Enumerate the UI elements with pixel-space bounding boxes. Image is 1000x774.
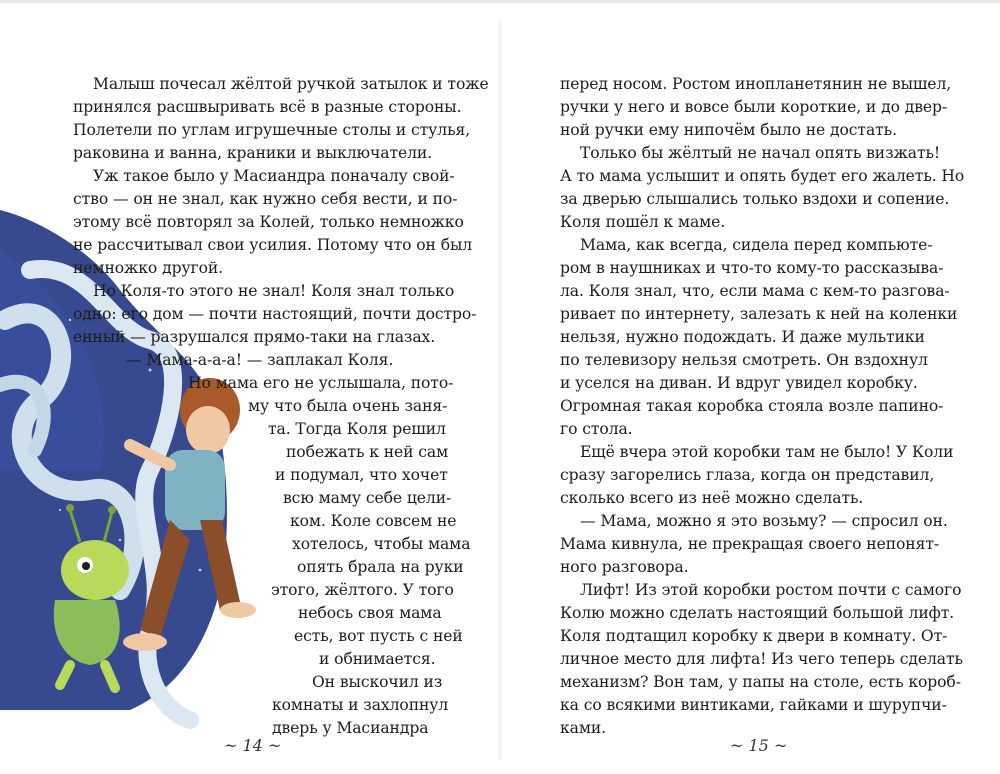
- text-line: опять брала на руки: [297, 558, 464, 576]
- text-line: ками.: [560, 719, 607, 737]
- text-line: личное место для лифта! Из чего теперь сделать: [560, 650, 963, 668]
- text-line: хотелось, чтобы мама: [292, 535, 471, 553]
- text-line: — Мама-а-а-а! — заплакал Коля.: [126, 351, 394, 369]
- text-line: и подумал, что хочет: [275, 466, 448, 484]
- text-line: ручки у него и вовсе были короткие, и до двер-: [560, 98, 948, 116]
- text-line: сразу загорелись глаза, когда он представил,: [560, 466, 935, 484]
- text-line: этого, жёлтого. У того: [271, 581, 454, 599]
- text-line: побежать к ней сам: [286, 443, 449, 461]
- text-line: комнаты и захлопнул: [272, 696, 449, 714]
- text-line: Коля подтащил коробку к двери в комнату. От-: [560, 627, 948, 645]
- text-line: сколько всего из неё можно сделать.: [560, 489, 864, 507]
- text-line: ной ручки ему нипочём было не достать.: [560, 121, 897, 139]
- text-line: му что была очень заня-: [248, 397, 448, 415]
- text-line: Ещё вчера этой коробки там не было! У Коли: [580, 443, 954, 461]
- text-line: енный — разрушался прямо-таки на глазах.: [73, 328, 436, 346]
- text-line: А то мама услышит и опять будет его жалеть. Но: [560, 167, 965, 185]
- page-number: ~ 14 ~: [224, 736, 282, 755]
- text-line: ривает по интернету, залезать к ней на коленки: [560, 305, 958, 323]
- text-line: немножко другой.: [73, 259, 224, 277]
- text-line: Уж такое было у Масиандра поначалу свой-: [93, 167, 455, 185]
- text-line: Лифт! Из этой коробки ростом почти с самого: [580, 581, 962, 599]
- text-line: Малыш почесал жёлтой ручкой затылок и тоже: [93, 75, 489, 93]
- page-number: ~ 15 ~: [730, 736, 788, 755]
- text-line: не рассчитывал свои усилия. Потому что он был: [73, 236, 473, 254]
- text-line: и обнимается.: [319, 650, 436, 668]
- text-line: ла. Коля знал, что, если мама с кем-то разгова-: [560, 282, 950, 300]
- text-line: ром в наушниках и что-то кому-то рассказыва-: [560, 259, 944, 277]
- text-line: Огромная такая коробка стояла возле папино-: [560, 397, 944, 415]
- text-line: Только бы жёлтый не начал опять визжать!: [580, 144, 941, 162]
- text-line: одно: его дом — почти настоящий, почти достро-: [73, 305, 477, 323]
- text-line: и уселся на диван. И вдруг увидел коробку.: [560, 374, 918, 392]
- text-line: есть, вот пусть с ней: [294, 627, 463, 645]
- text-line: нельзя, нужно подождать. И даже мультики: [560, 328, 925, 346]
- right-page: [500, 0, 1000, 774]
- text-line: раковина и ванна, краники и выключатели.: [73, 144, 433, 162]
- text-line: ного разговора.: [560, 558, 689, 576]
- text-line: Коля пошёл к маме.: [560, 213, 726, 231]
- text-line: всю маму себе цели-: [283, 489, 452, 507]
- text-line: Колю можно сделать настоящий большой лифт.: [560, 604, 955, 622]
- text-line: та. Тогда Коля решил: [268, 420, 446, 438]
- text-line: Мама кивнула, не прекращая своего непонят-: [560, 535, 940, 553]
- text-line: небось своя мама: [298, 604, 442, 622]
- text-line: ка со всякими винтиками, гайками и шурупчи-: [560, 696, 947, 714]
- text-line: Но Коля-то этого не знал! Коля знал только: [93, 282, 455, 300]
- text-line: го стола.: [560, 420, 633, 438]
- text-line: этому всё повторял за Колей, только немножко: [73, 213, 464, 231]
- text-line: по телевизору нельзя смотреть. Он вздохнул: [560, 351, 928, 369]
- text-line: Но мама его не услышала, пото-: [188, 374, 454, 392]
- text-line: Мама, как всегда, сидела перед компьюте-: [580, 236, 933, 254]
- text-line: Он выскочил из: [312, 673, 443, 691]
- text-line: ком. Коле совсем не: [290, 512, 457, 530]
- text-line: Полетели по углам игрушечные столы и стулья,: [73, 121, 471, 139]
- text-line: — Мама, можно я это возьму? — спросил он.: [580, 512, 948, 530]
- text-line: дверь у Масиандра: [272, 719, 429, 737]
- text-line: ство — он не знал, как нужно себя вести, и по-: [73, 190, 458, 208]
- text-line: принялся расшвыривать всё в разные стороны.: [73, 98, 462, 116]
- text-line: механизм? Вон там, у папы на столе, есть короб-: [560, 673, 961, 691]
- text-line: за дверью слышались только вздохи и сопение.: [560, 190, 950, 208]
- text-line: перед носом. Ростом инопланетянин не вышел,: [560, 75, 952, 93]
